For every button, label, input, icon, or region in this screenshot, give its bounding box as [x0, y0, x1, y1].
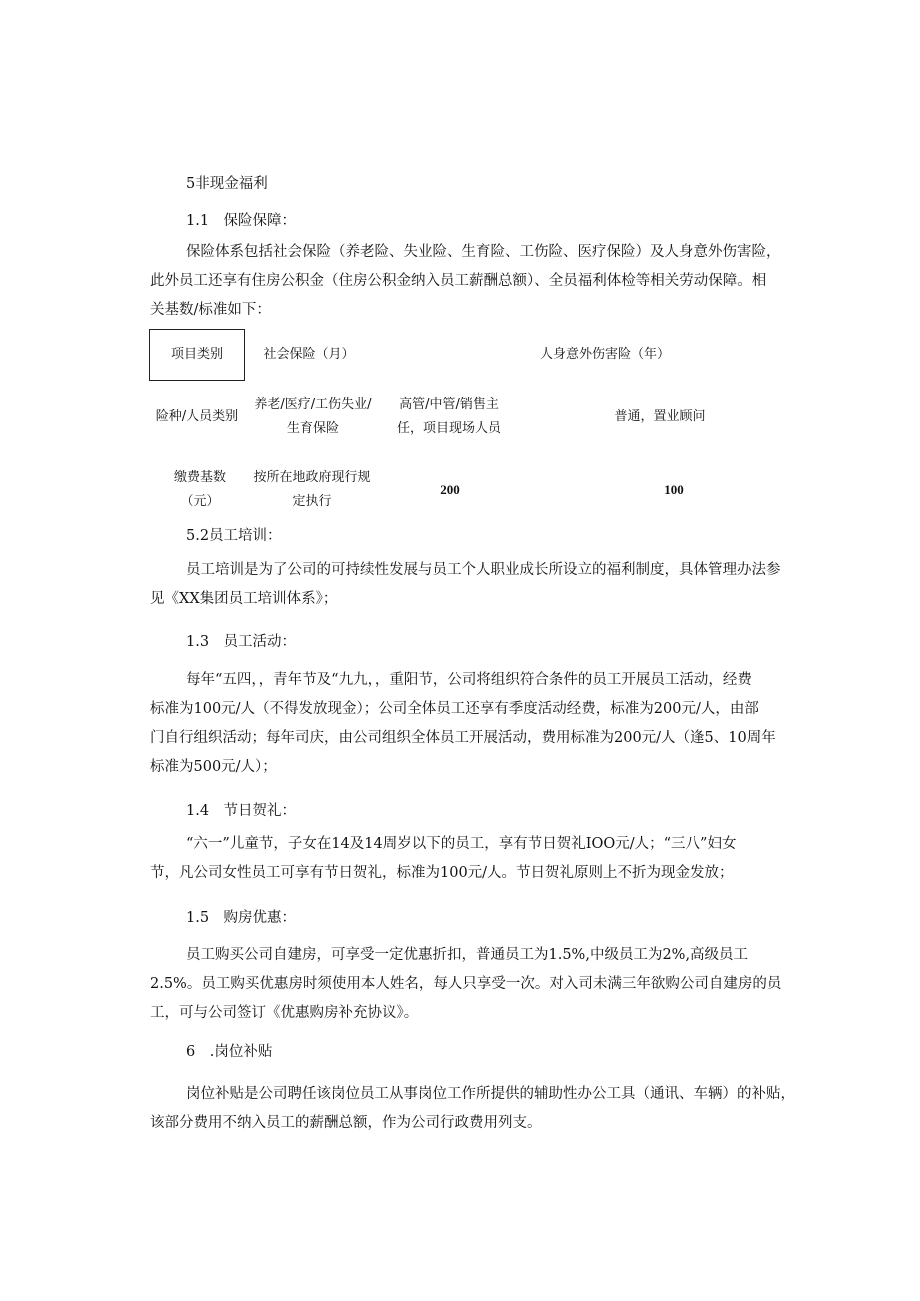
cell-line: 养老/医疗/工伤失业/ — [254, 397, 372, 412]
cell-line: 生育保险 — [286, 421, 339, 436]
paragraph-line: 该部分费用不纳入员工的薪酬总额，作为公司行政费用列支。 — [150, 1115, 542, 1131]
section-1-4-title: 1.4 节日贺礼： — [186, 803, 297, 819]
paragraph-line: 见《XX集团员工培训体系》； — [150, 591, 338, 607]
table-cell-contribution-base — [160, 466, 240, 514]
paragraph-line: 2.5%。员工购买优惠房时须使用本人姓名，每人只享受一次。对入司未满三年欲购公司自建房的员 — [150, 976, 782, 992]
cell-line: 高管/中管/销售主 — [399, 397, 499, 412]
section-1-1-body — [150, 238, 781, 325]
cell-line: （元） — [180, 494, 220, 509]
cell-line: 任，项目现场人员 — [396, 421, 501, 436]
table-cell-regular-staff: 普通，置业顾问 — [614, 409, 706, 424]
section-1-5-title: 1.5 购房优惠： — [186, 910, 297, 926]
table-header-accident-insurance: 人身意外伤害险（年） — [539, 347, 670, 362]
paragraph-line: 节，凡公司女性员工可享有节日贺礼，标准为100元/人。节日贺礼原则上不折为现金发放； — [150, 865, 734, 881]
cell-line: 缴费基数 — [173, 470, 226, 485]
cell-line: 定执行 — [292, 494, 332, 509]
paragraph-line: 关基数/标准如下： — [150, 302, 271, 318]
table-cell-value-200: 200 — [440, 482, 460, 497]
table-cell-value-100: 100 — [664, 482, 684, 497]
cell-line: 按所在地政府现行规 — [253, 470, 371, 485]
section-1-3-title: 1.3 员工活动： — [186, 634, 297, 650]
paragraph-line: 保险体系包括社会保险（养老险、失业险、生育险、工伤险、医疗保险）及人身意外伤害险， — [186, 244, 781, 260]
table-header-item-category: 项目类别 — [149, 329, 245, 381]
table-cell-local-policy — [244, 466, 380, 514]
paragraph-line: 标准为100元/人（不得发放现金）；公司全体员工还享有季度活动经费，标准为200元/人，由部 — [150, 701, 759, 717]
table-header-social-insurance: 社会保险（月） — [263, 347, 355, 362]
paragraph-line: 岗位补贴是公司聘任该岗位员工从事岗位工作所提供的辅助性办公工具（通讯、车辆）的补贴， — [186, 1086, 795, 1102]
section-5-2-title: 5.2员工培训： — [186, 528, 282, 544]
paragraph-line: 门自行组织活动；每年司庆，由公司组织全体员工开展活动，费用标准为200元/人（逢5、10周年 — [150, 730, 776, 746]
table-cell-insurance-type: 险种/人员类别 — [155, 409, 239, 424]
paragraph-line: 工，可与公司签订《优惠购房补充协议》。 — [150, 1005, 419, 1021]
paragraph-line: 此外员工还享有住房公积金（住房公积金纳入员工薪酬总额）、全员福利体检等相关劳动保障。相 — [150, 273, 767, 289]
paragraph-line: “六一”儿童节，子女在14及14周岁以下的员工，享有节日贺礼IOO元/人；“三八”妇女 — [186, 836, 737, 852]
section-5-2-body — [150, 556, 781, 614]
section-1-3-body — [150, 666, 776, 782]
paragraph-line: 每年“五四，，青年节及“九九，，重阳节，公司将组织符合条件的员工开展员工活动，经费 — [186, 672, 752, 688]
paragraph-line: 标准为500元/人）； — [150, 759, 277, 775]
section-6-body — [150, 1080, 795, 1138]
section-1-1-title: 1.1 保险保障： — [186, 213, 297, 229]
paragraph-line: 员工培训是为了公司的可持续性发展与员工个人职业成长所设立的福利制度，具体管理办法参 — [186, 562, 781, 578]
section-1-4-body — [150, 830, 736, 888]
section-1-5-body — [150, 941, 781, 1028]
table-cell-senior-staff — [384, 393, 514, 441]
table-cell-social-types — [240, 393, 386, 441]
paragraph-line: 员工购买公司自建房，可享受一定优惠折扣，普通员工为1.5%,中级员工为2%,高级员工 — [186, 947, 749, 963]
section-6-title: 6 .岗位补贴 — [186, 1044, 273, 1060]
section-5-title: 5非现金福利 — [186, 176, 268, 192]
